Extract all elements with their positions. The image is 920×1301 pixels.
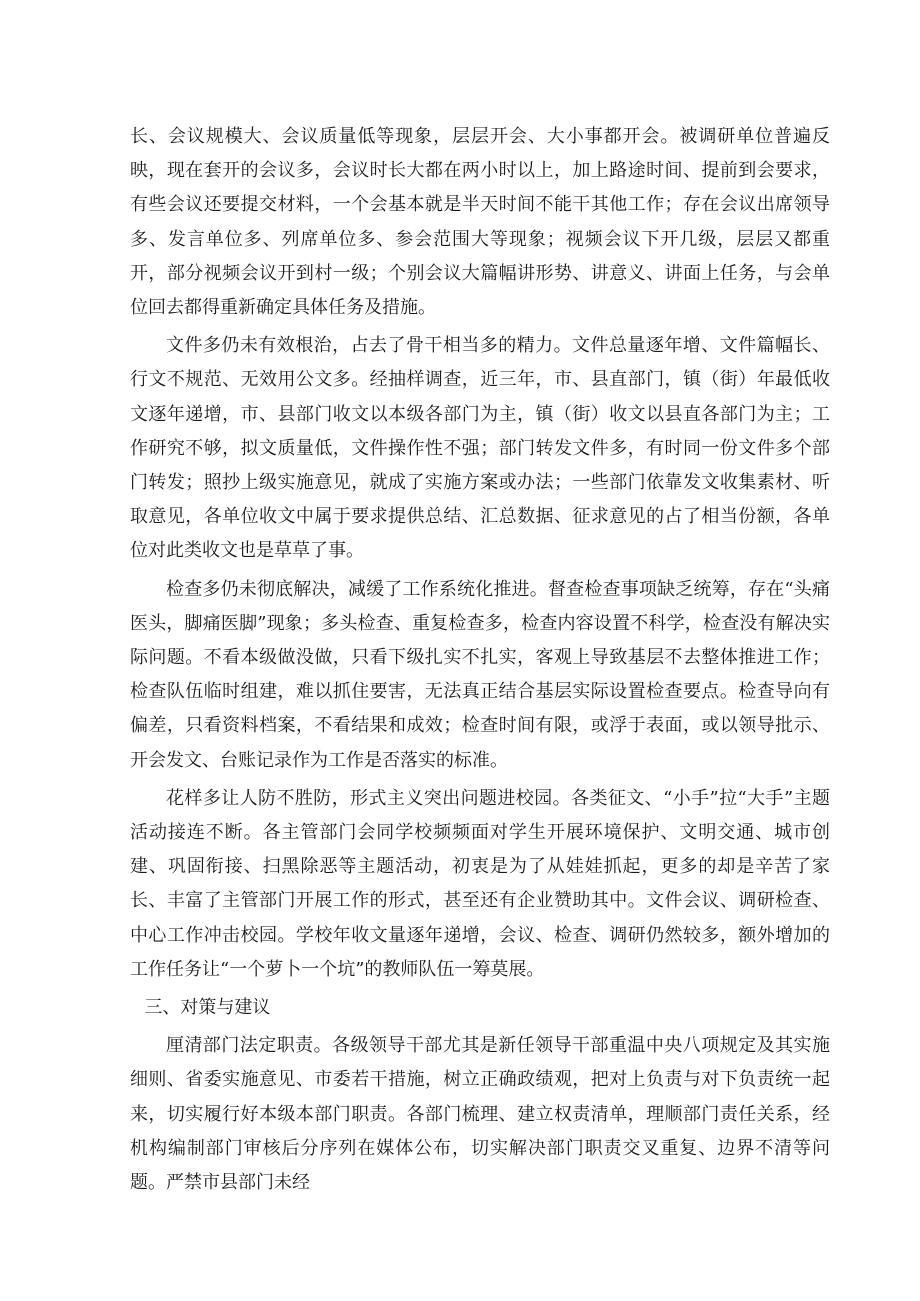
- section-heading: 三、对策与建议: [144, 997, 271, 1019]
- paragraph-documents: 文件多仍未有效根治，占去了骨干相当多的精力。文件总量逐年增、文件篇幅长、行文不规范、无效用公文多。经抽样调查，近三年，市、县直部门，镇（街）年最低收文逐年递增，市、县部门收文以本级各部门为主，镇（街）收文以县直各部门为主；工作研究不够，拟文质量低，文件操作性不强；部门转发文件多，有时同一份文件多个部门转发；照抄上级实施意见，就成了实施方案或办法；一些部门依靠发文收集素材、听取意见，各单位收文中属于要求提供总结、汇总数据、征求意见的占了相当份额，各单位对此类收文也是草草了事。: [130, 335, 830, 562]
- paragraph-campus: 花样多让人防不胜防，形式主义突出问题进校园。各类征文、“小手”拉“大手”主题活动接连不断。各主管部门会同学校频频面对学生开展环境保护、文明交通、城市创建、巩固衔接、扫黑除恶等主题活动，初衷是为了从娃娃抓起，更多的却是辛苦了家长、丰富了主管部门开展工作的形式，甚至还有企业赞助其中。文件会议、调研检查、中心工作冲击校园。学校年收文量逐年递增，会议、检查、调研仍然较多，额外增加的工作任务让“一个萝卜一个坑”的教师队伍一筹莫展。: [130, 787, 830, 980]
- document-body: [130, 120, 830, 1204]
- paragraph-meetings-continued: 长、会议规模大、会议质量低等现象，层层开会、大小事都开会。被调研单位普遍反映，现在套开的会议多，会议时长大都在两小时以上，加上路途时间、提前到会要求，有些会议还要提交材料，一个会基本就是半天时间不能干其他工作；存在会议出席领导多、发言单位多、列席单位多、参会范围大等现象；视频会议下开几级，层层又都重开，部分视频会议开到村一级；个别会议大篇幅讲形势、讲意义、讲面上任务，与会单位回去都得重新确定具体任务及措施。: [130, 126, 830, 319]
- paragraph-inspections: 检查多仍未彻底解决，减缓了工作系统化推进。督查检查事项缺乏统筹，存在“头痛医头，脚痛医脚”现象；多头检查、重复检查多，检查内容设置不科学，检查没有解决实际问题。不看本级做没做，只看下级扎实不扎实，客观上导致基层不去整体推进工作；检查队伍临时组建，难以抓住要害，无法真正结合基层实际设置检查要点。检查导向有偏差，只看资料档案，不看结果和成效；检查时间有限，或浮于表面，或以领导批示、开会发文、台账记录作为工作是否落实的标准。: [130, 578, 830, 771]
- paragraph-responsibilities: 厘清部门法定职责。各级领导干部尤其是新任领导干部重温中央八项规定及其实施细则、省委实施意见、市委若干措施，树立正确政绩观，把对上负责与对下负责统一起来，切实履行好本级本部门职责。各部门梳理、建立权责清单，理顺部门责任关系，经机构编制部门审核后分序列在媒体公布，切实解决部门职责交叉重复、边界不清等问题。严禁市县部门未经: [130, 1035, 830, 1194]
